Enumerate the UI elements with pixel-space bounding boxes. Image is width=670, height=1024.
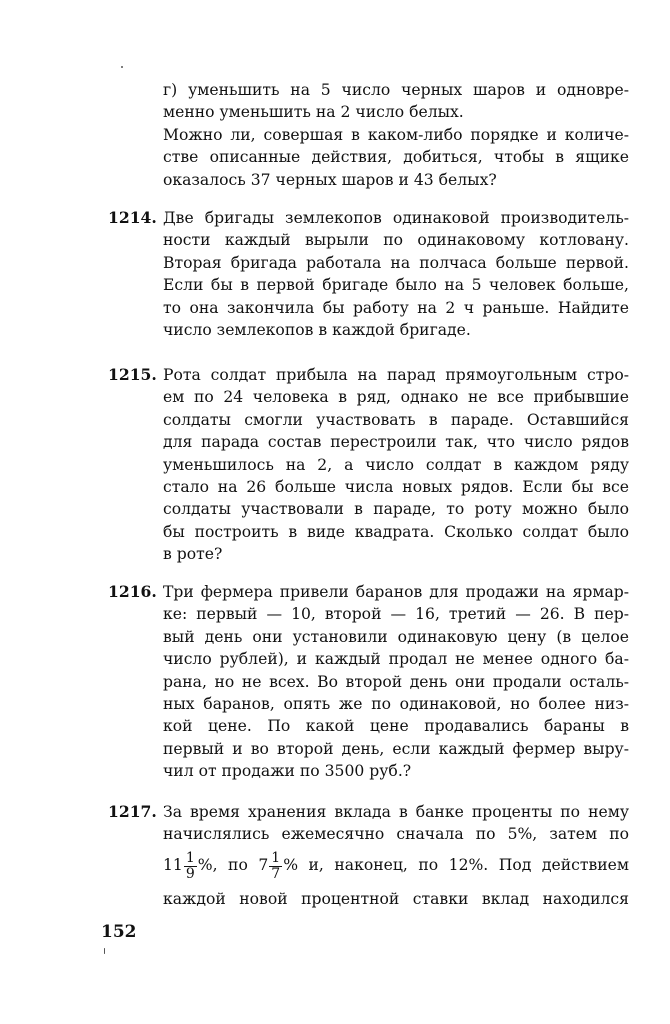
page-number: 152 xyxy=(101,922,137,942)
problem-1215-text xyxy=(163,364,629,566)
fraction-numerator: 1 xyxy=(271,849,281,866)
fraction-denominator: 9 xyxy=(185,865,195,882)
text-line: ке: первый — 10, второй — 16, третий — 26. В пер- xyxy=(163,605,629,624)
text-line: для парада состав перестроили так, что число рядов xyxy=(163,433,629,452)
whole-number: 11 xyxy=(163,856,183,874)
text-line: в роте? xyxy=(163,545,223,564)
text-line: уменьшилось на 2, а число солдат в каждом ряду xyxy=(163,455,629,474)
text-line: Можно ли, совершая в каком-либо порядке и количе- xyxy=(163,125,629,144)
text-line: каждой новой процентной ставки вклад находился xyxy=(163,890,629,908)
fraction-text-line xyxy=(163,848,629,882)
text-line: то она закончила бы работу на 2 ч раньше. Найдите xyxy=(163,298,629,317)
text-line: число землекопов в каждой бригаде. xyxy=(163,321,471,340)
text-line: менно уменьшить на 2 число белых. xyxy=(163,103,464,122)
text-line: бы построить в виде квадрата. Сколько солдат было xyxy=(163,522,629,541)
text-line: солдаты смогли участвовать в параде. Оставшийся xyxy=(163,410,629,429)
text-line: стве описанные действия, добиться, чтобы в ящике xyxy=(163,148,629,167)
text-line: начислялись ежемесячно сначала по 5%, затем по xyxy=(163,825,629,844)
text-line: чил от продажи по 3500 руб.? xyxy=(163,762,412,781)
text-line: число рублей), и каждый продал не менее одного ба- xyxy=(163,650,629,669)
fraction-one-ninth xyxy=(184,851,197,882)
problem-number: 1215. xyxy=(108,365,157,384)
text-segment: %, по 7 xyxy=(197,856,269,874)
text-line: Две бригады землекопов одинаковой производитель- xyxy=(163,209,629,227)
text-line: стало на 26 больше числа новых рядов. Если бы все xyxy=(163,478,629,497)
text-line: ных баранов, опять же по одинаковой, но более низ- xyxy=(163,695,629,714)
problem-1217-text-end xyxy=(163,888,629,910)
text-line: Рота солдат прибыла на парад прямоугольным стро- xyxy=(163,366,629,384)
text-line: рана, но не всех. Во второй день они продали осталь- xyxy=(163,672,629,691)
problem-number: 1216. xyxy=(108,582,157,601)
fraction-one-seventh xyxy=(269,851,282,882)
text-line: кой цене. По какой цене продавались бараны в xyxy=(163,717,629,736)
text-segment: % и, наконец, по 12%. Под действием xyxy=(283,856,629,874)
problem-1217-fraction-line xyxy=(163,848,629,882)
problem-1214-text xyxy=(163,207,629,341)
problem-1217-text xyxy=(163,801,629,846)
text-line: За время хранения вклада в банке проценты по нему xyxy=(163,803,629,821)
fraction-numerator: 1 xyxy=(185,849,195,866)
text-line: первый и во второй день, если каждый фермер выру- xyxy=(163,739,629,758)
problem-number: 1214. xyxy=(108,208,157,227)
scan-speck xyxy=(121,66,123,68)
scan-speck xyxy=(104,948,105,954)
text-line: оказалось 37 черных шаров и 43 белых? xyxy=(163,170,497,189)
text-line: ем по 24 человека в ряд, однако не все прибывшие xyxy=(163,388,629,407)
text-line: вый день они установили одинаковую цену (в целое xyxy=(163,627,629,646)
text-line: г) уменьшить на 5 число черных шаров и одновре- xyxy=(163,81,629,99)
text-line: ности каждый вырыли по одинаковому котловану. xyxy=(163,231,629,250)
text-line: Если бы в первой бригаде было на 5 человек больше, xyxy=(163,276,629,295)
text-line: Три фермера привели баранов для продажи на ярмар- xyxy=(163,583,629,601)
text-line: Вторая бригада работала на полчаса больше первой. xyxy=(163,253,629,272)
text-line: солдаты участвовали в параде, то роту можно было xyxy=(163,500,629,519)
problem-1216-text xyxy=(163,581,629,783)
continuation-text xyxy=(163,79,629,191)
fraction-denominator: 7 xyxy=(271,865,281,882)
problem-number: 1217. xyxy=(108,802,157,821)
